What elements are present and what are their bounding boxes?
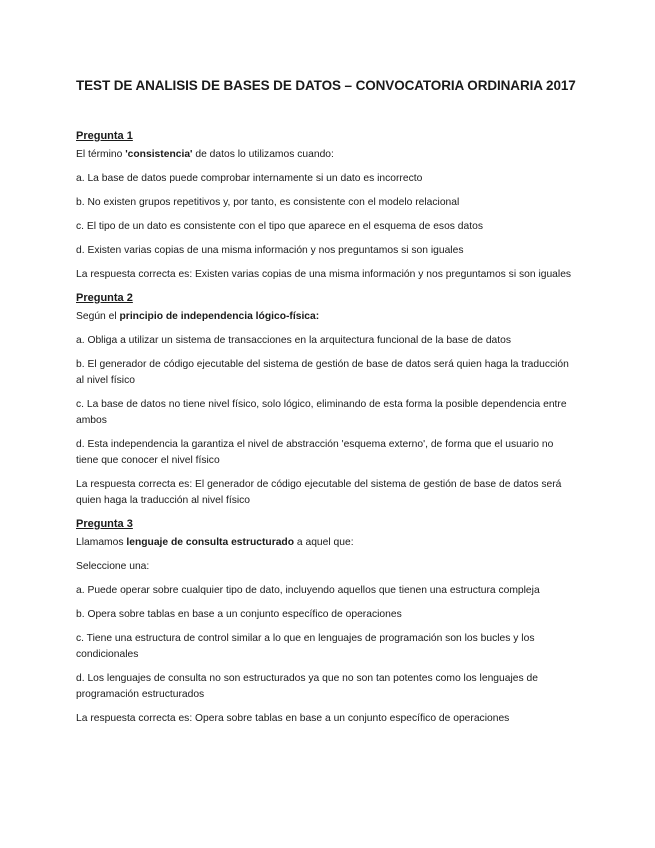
stem-text: El término — [76, 149, 126, 160]
option-b: b. El generador de código ejecutable del sistema de gestión de base de datos será quien haga la traducción al nivel físico — [76, 359, 569, 386]
stem-term: lenguaje de consulta estructurado — [126, 537, 295, 548]
option-b: b. Opera sobre tablas en base a un conjunto específico de operaciones — [76, 609, 402, 620]
option-c: c. La base de datos no tiene nivel físico, solo lógico, eliminando de esta forma la posible dependencia entre ambos — [76, 399, 567, 426]
stem-term: 'consistencia' — [125, 149, 193, 160]
option-d: d. Existen varias copias de una misma información y nos preguntamos si son iguales — [76, 245, 464, 256]
stem-text: Llamamos — [76, 537, 127, 548]
question-2 — [76, 291, 576, 517]
option-d: d. Esta independencia la garantiza el nivel de abstracción 'esquema externo', de forma que el usuario no tiene que conocer el nivel físico — [76, 439, 554, 466]
option-a: a. Obliga a utilizar un sistema de transacciones en la arquitectura funcional de la base de datos — [76, 335, 512, 346]
stem-text: a aquel que: — [294, 537, 354, 548]
option-c: c. Tiene una estructura de control similar a lo que en lenguajes de programación son los bucles y los condicionales — [76, 633, 535, 660]
document-body — [76, 129, 576, 727]
question-stem — [76, 535, 576, 551]
stem-term: principio de independencia lógico-física: — [119, 311, 320, 322]
question-stem — [76, 309, 576, 325]
question-heading: Pregunta 3 — [76, 518, 133, 530]
option-d: d. Los lenguajes de consulta no son estructurados ya que no son tan potentes como los lenguajes de programación estructurados — [76, 673, 538, 700]
option-b: b. No existen grupos repetitivos y, por tanto, es consistente con el modelo relacional — [76, 197, 460, 208]
correct-answer: La respuesta correcta es: El generador de código ejecutable del sistema de gestión de base de datos será quien haga la traducción al nivel físico — [76, 479, 562, 506]
stem-text: Según el — [76, 311, 120, 322]
question-3 — [76, 517, 576, 727]
select-prompt: Seleccione una: — [76, 561, 150, 572]
option-c: c. El tipo de un dato es consistente con el tipo que aparece en el esquema de esos datos — [76, 221, 483, 232]
question-stem — [76, 147, 576, 163]
option-a: a. La base de datos puede comprobar internamente si un dato es incorrecto — [76, 173, 423, 184]
question-heading: Pregunta 1 — [76, 130, 133, 142]
question-1 — [76, 129, 576, 291]
option-a: a. Puede operar sobre cualquier tipo de dato, incluyendo aquellos que tienen una estructura compleja — [76, 585, 540, 596]
stem-text: de datos lo utilizamos cuando: — [192, 149, 334, 160]
correct-answer: La respuesta correcta es: Existen varias copias de una misma información y nos preguntamos si son iguales — [76, 269, 572, 280]
document-title: TEST DE ANALISIS DE BASES DE DATOS – CONVOCATORIA ORDINARIA 2017 — [76, 78, 576, 93]
correct-answer: La respuesta correcta es: Opera sobre tablas en base a un conjunto específico de operaciones — [76, 713, 510, 724]
question-heading: Pregunta 2 — [76, 292, 133, 304]
